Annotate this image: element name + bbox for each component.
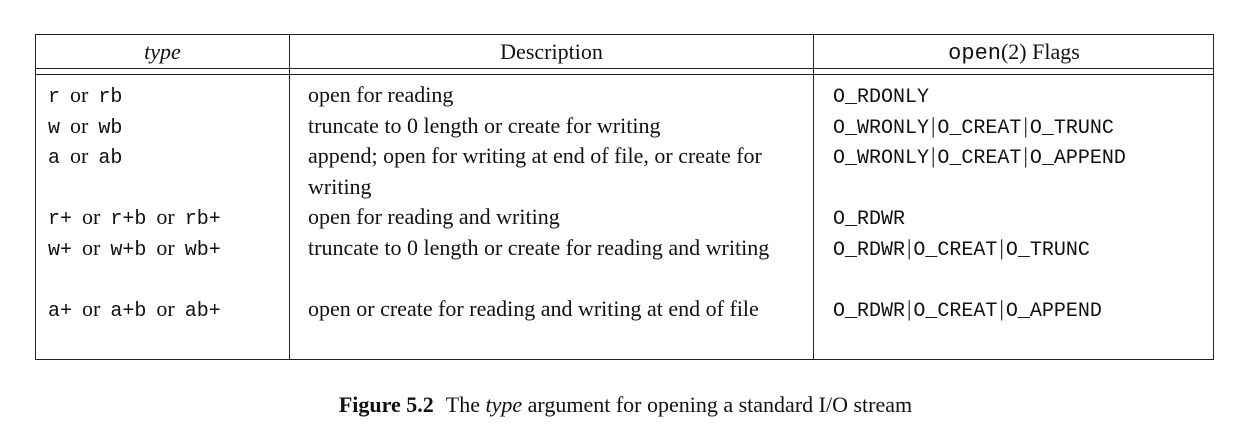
column-divider [289,35,290,359]
open-flag: O_CREAT [913,300,998,323]
figure-caption [0,392,1251,418]
type-cell [48,202,221,236]
open-flag: O_RDWR [833,208,906,231]
header-flags [814,35,1214,68]
type-mode: w+ [48,239,73,262]
type-mode: r+ [48,208,73,231]
flags-cell [833,111,1114,145]
type-mode: rb+ [184,208,221,231]
flag-separator: | [999,296,1004,321]
type-mode: wb [98,117,123,140]
header-flags-suffix: (2) Flags [1000,39,1080,64]
flags-cell [833,141,1126,175]
type-mode: a+ [48,300,73,323]
type-cell [48,233,221,267]
flags-cell [833,80,929,114]
or-word: or [70,113,89,138]
flag-separator: | [907,235,912,260]
caption-text-before: The [445,392,486,417]
or-word: or [82,235,101,260]
flag-separator: | [999,235,1004,260]
or-word: or [82,204,101,229]
description-cell: open for reading and writing [308,204,560,229]
flag-separator: | [907,296,912,321]
column-divider [813,35,814,359]
open-flag: O_APPEND [1005,300,1102,323]
type-mode: wb+ [184,239,221,262]
header-flags-func: open [948,41,1001,66]
open-flag: O_WRONLY [833,117,930,140]
flag-separator: | [931,143,936,168]
header-rule [36,68,1213,69]
or-word: or [156,235,175,260]
open-flag: O_CREAT [937,147,1022,170]
flag-separator: | [931,113,936,138]
header-description: Description [500,39,603,64]
open-flag: O_CREAT [913,239,998,262]
flags-cell [833,233,1090,267]
open-flag: O_CREAT [937,117,1022,140]
description-cell: append; open for writing at end of file, or create for writing [308,143,762,199]
or-word: or [156,204,175,229]
open-flag: O_TRUNC [1005,239,1090,262]
description-cell: truncate to 0 length or create for reading and writing [308,235,770,260]
or-word: or [156,296,175,321]
description-cell: truncate to 0 length or create for writing [308,113,661,138]
open-flag: O_WRONLY [833,147,930,170]
flags-table [35,34,1214,360]
type-mode: w [48,117,61,140]
header-type: type [144,39,181,64]
type-mode: rb [98,86,123,109]
caption-emphasis: type [485,392,523,417]
flag-separator: | [1023,143,1028,168]
open-flag: O_RDWR [833,239,906,262]
flags-cell [833,202,905,236]
description-cell: open for reading [308,82,454,107]
open-flag: O_TRUNC [1029,117,1114,140]
open-flag: O_APPEND [1029,147,1126,170]
type-mode: ab+ [184,300,221,323]
open-flag: O_RDWR [833,300,906,323]
type-mode: r [48,86,61,109]
caption-text-after: argument for opening a standard I/O stream [522,392,913,417]
type-cell [48,111,122,145]
or-word: or [82,296,101,321]
type-mode: a [48,147,61,170]
type-cell [48,294,221,328]
type-mode: w+b [110,239,147,262]
type-mode: ab [98,147,123,170]
flags-cell [833,294,1102,328]
description-cell: open or create for reading and writing at end of file [308,296,759,321]
open-flag: O_RDONLY [833,86,930,109]
type-cell [48,80,122,114]
type-cell [48,141,122,175]
type-mode: r+b [110,208,147,231]
figure-label: Figure 5.2 [338,392,434,417]
header-rule [36,74,1213,75]
flag-separator: | [1023,113,1028,138]
type-mode: a+b [110,300,147,323]
or-word: or [70,82,89,107]
or-word: or [70,143,89,168]
